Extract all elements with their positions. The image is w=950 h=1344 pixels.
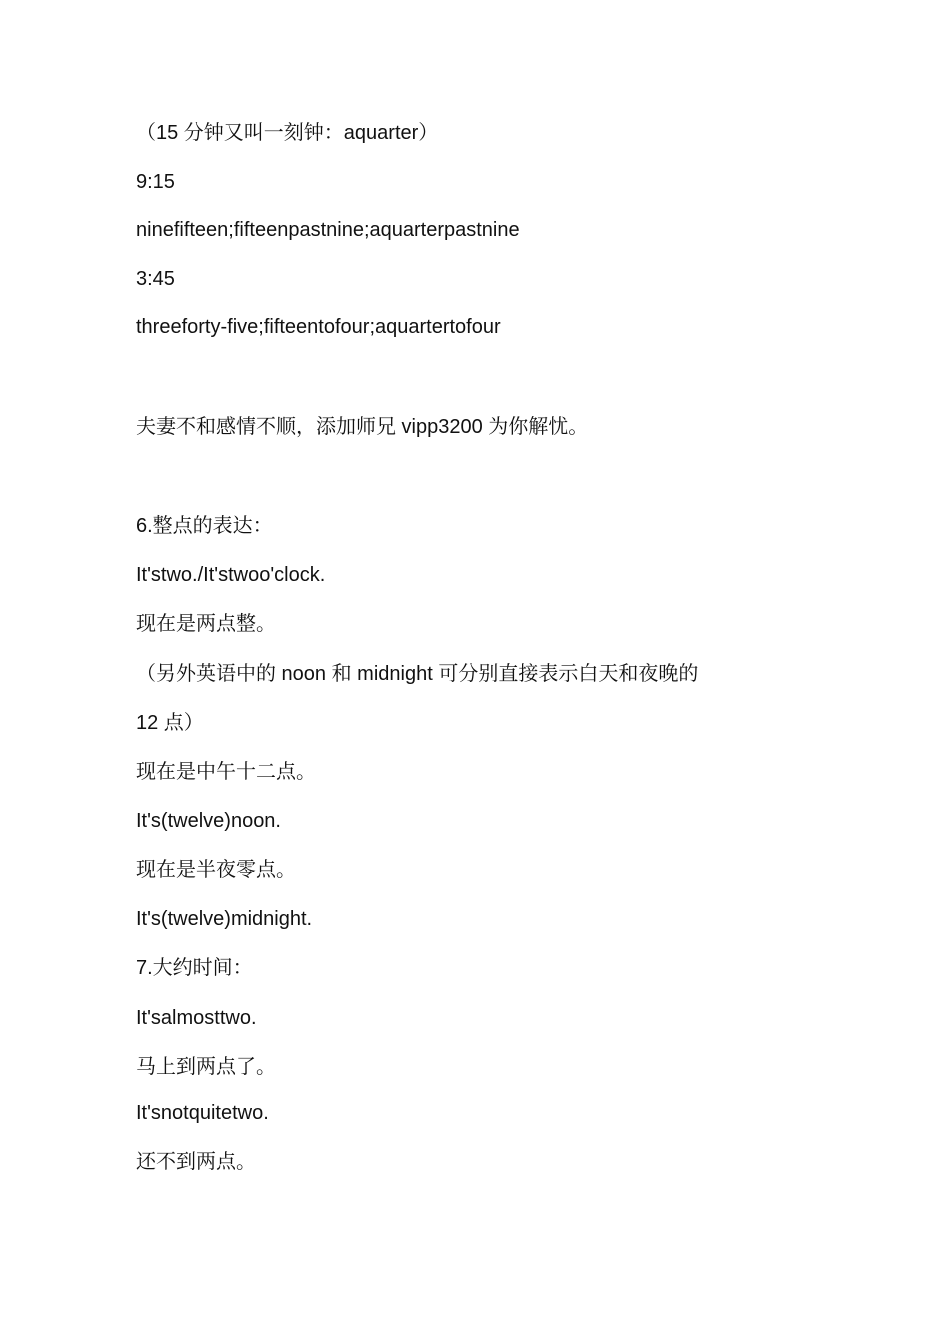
text-line-not-quite-two: It'snotquitetwo. [136, 1102, 269, 1124]
text-line-not-quite-two-cn: 还不到两点。 [136, 1151, 256, 1173]
text-line-two-oclock-cn: 现在是两点整。 [136, 613, 276, 635]
section-heading-6: 6.整点的表达： [136, 515, 273, 537]
text-line-midnight-cn: 现在是半夜零点。 [136, 859, 296, 881]
text-line-noon-en: It's(twelve)noon. [136, 810, 281, 832]
section-heading-7: 7.大约时间： [136, 957, 253, 979]
text-line-quarter-note: （15 分钟又叫一刻钟：aquarter） [136, 122, 439, 144]
text-line-noon-midnight-note: （另外英语中的 noon 和 midnight 可分别直接表示白天和夜晚的 [136, 663, 699, 685]
text-line-midnight-en: It's(twelve)midnight. [136, 908, 313, 930]
text-line-twelve: 12 点） [136, 712, 204, 734]
text-line-three-forty-five: threeforty-five;fifteentofour;aquartertofour [136, 316, 501, 338]
text-line-time-3-45: 3:45 [136, 268, 175, 290]
text-line-noon-cn: 现在是中午十二点。 [136, 761, 316, 783]
text-line-almost-two: It'salmosttwo. [136, 1007, 257, 1029]
text-line-nine-fifteen: ninefifteen;fifteenpastnine;aquarterpastnine [136, 219, 520, 241]
text-line-ad: 夫妻不和感情不顺，添加师兄 vipp3200 为你解忧。 [136, 416, 589, 438]
text-line-almost-two-cn: 马上到两点了。 [136, 1056, 276, 1078]
text-line-time-9-15: 9:15 [136, 171, 175, 193]
text-line-its-two: It'stwo./It'stwoo'clock. [136, 564, 326, 586]
